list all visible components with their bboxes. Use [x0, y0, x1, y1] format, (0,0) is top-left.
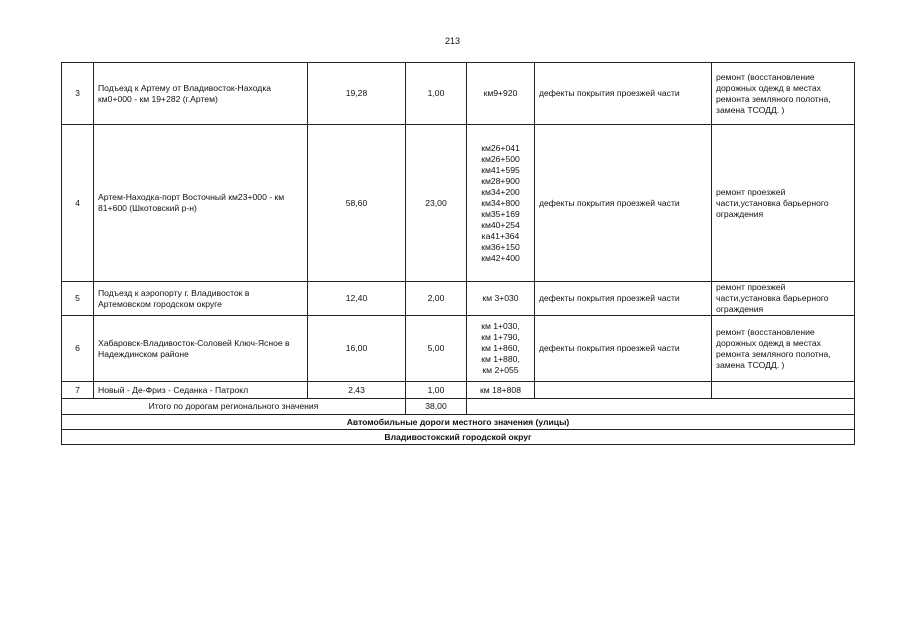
km-location: км26+041: [481, 142, 520, 153]
repair-length: 2,00: [406, 282, 467, 316]
table-row: [62, 316, 855, 382]
row-number: 6: [62, 316, 94, 382]
section-heading-local-roads: Автомобильные дороги местного значения (улицы): [62, 415, 855, 430]
km-location: км26+500: [481, 153, 520, 164]
work-description: ремонт (восстановление дорожных одежд в местах ремонта земляного полотна, замена ТСОДД. ): [712, 63, 855, 125]
row-number: 5: [62, 282, 94, 316]
km-location: км 18+808: [480, 384, 521, 395]
road-length: 19,28: [308, 63, 406, 125]
km-location: км34+800: [481, 197, 520, 208]
table-row: [62, 282, 855, 316]
table-row: [62, 382, 855, 399]
work-description: ремонт проезжей части,установка барьерного ограждения: [712, 125, 855, 282]
section-heading-district: Владивостокский городской округ: [62, 430, 855, 445]
road-length: 58,60: [308, 125, 406, 282]
road-name: Артем-Находка-порт Восточный км23+000 - км 81+600 (Шкотовский р-н): [94, 125, 308, 282]
defect-description: дефекты покрытия проезжей части: [535, 316, 712, 382]
total-row: [62, 399, 855, 415]
road-name: Хабаровск-Владивосток-Соловей Ключ-Ясное в Надеждинском районе: [94, 316, 308, 382]
km-list: [467, 125, 535, 282]
km-location: км28+900: [481, 175, 520, 186]
defect-description: [535, 382, 712, 399]
road-length: 16,00: [308, 316, 406, 382]
total-empty: [467, 399, 855, 415]
repair-length: 23,00: [406, 125, 467, 282]
km-location: км9+920: [483, 88, 518, 98]
table-row: [62, 63, 855, 125]
km-location: км 1+790,: [481, 332, 520, 342]
km-location: км34+200: [481, 186, 520, 197]
road-length: 12,40: [308, 282, 406, 316]
work-description: ремонт проезжей части,установка барьерного ограждения: [712, 282, 855, 316]
km-location: км35+169: [481, 208, 520, 219]
road-name: Подъезд к аэропорту г. Владивосток в Артемовском городском округе: [94, 282, 308, 316]
repair-length: 1,00: [406, 382, 467, 399]
km-location: км 1+030,: [481, 321, 520, 331]
km-list: [467, 282, 535, 316]
section-heading-row: [62, 430, 855, 445]
km-location: км 1+860,: [481, 343, 520, 353]
km-list: [467, 382, 535, 399]
section-heading-row: [62, 415, 855, 430]
km-location: ка41+364: [481, 230, 520, 241]
page-number: 213: [444, 36, 461, 46]
km-list: [467, 316, 535, 382]
table-row: [62, 125, 855, 282]
km-location: км40+254: [481, 219, 520, 230]
repair-length: 1,00: [406, 63, 467, 125]
work-description: ремонт (восстановление дорожных одежд в местах ремонта земляного полотна, замена ТСОДД. ): [712, 316, 855, 382]
defect-description: дефекты покрытия проезжей части: [535, 282, 712, 316]
roads-table: [61, 62, 855, 445]
km-location: км 2+055: [482, 365, 519, 375]
row-number: 4: [62, 125, 94, 282]
row-number: 7: [62, 382, 94, 399]
km-location: км41+595: [481, 164, 520, 175]
km-location: км42+400: [481, 252, 520, 263]
work-description: [712, 382, 855, 399]
repair-length: 5,00: [406, 316, 467, 382]
km-location: км 3+030: [482, 293, 519, 303]
km-list: [467, 63, 535, 125]
row-number: 3: [62, 63, 94, 125]
defect-description: дефекты покрытия проезжей части: [535, 63, 712, 125]
total-label: Итого по дорогам регионального значения: [62, 399, 406, 415]
total-value: 38,00: [406, 399, 467, 415]
defect-description: дефекты покрытия проезжей части: [535, 125, 712, 282]
road-name: Подъезд к Артему от Владивосток-Находка км0+000 - км 19+282 (г.Артем): [94, 63, 308, 125]
km-location: км 1+880,: [481, 354, 520, 364]
road-name: Новый - Де-Фриз - Седанка - Патрокл: [94, 382, 308, 399]
road-length: 2,43: [308, 382, 406, 399]
km-location: км36+150: [481, 241, 520, 252]
